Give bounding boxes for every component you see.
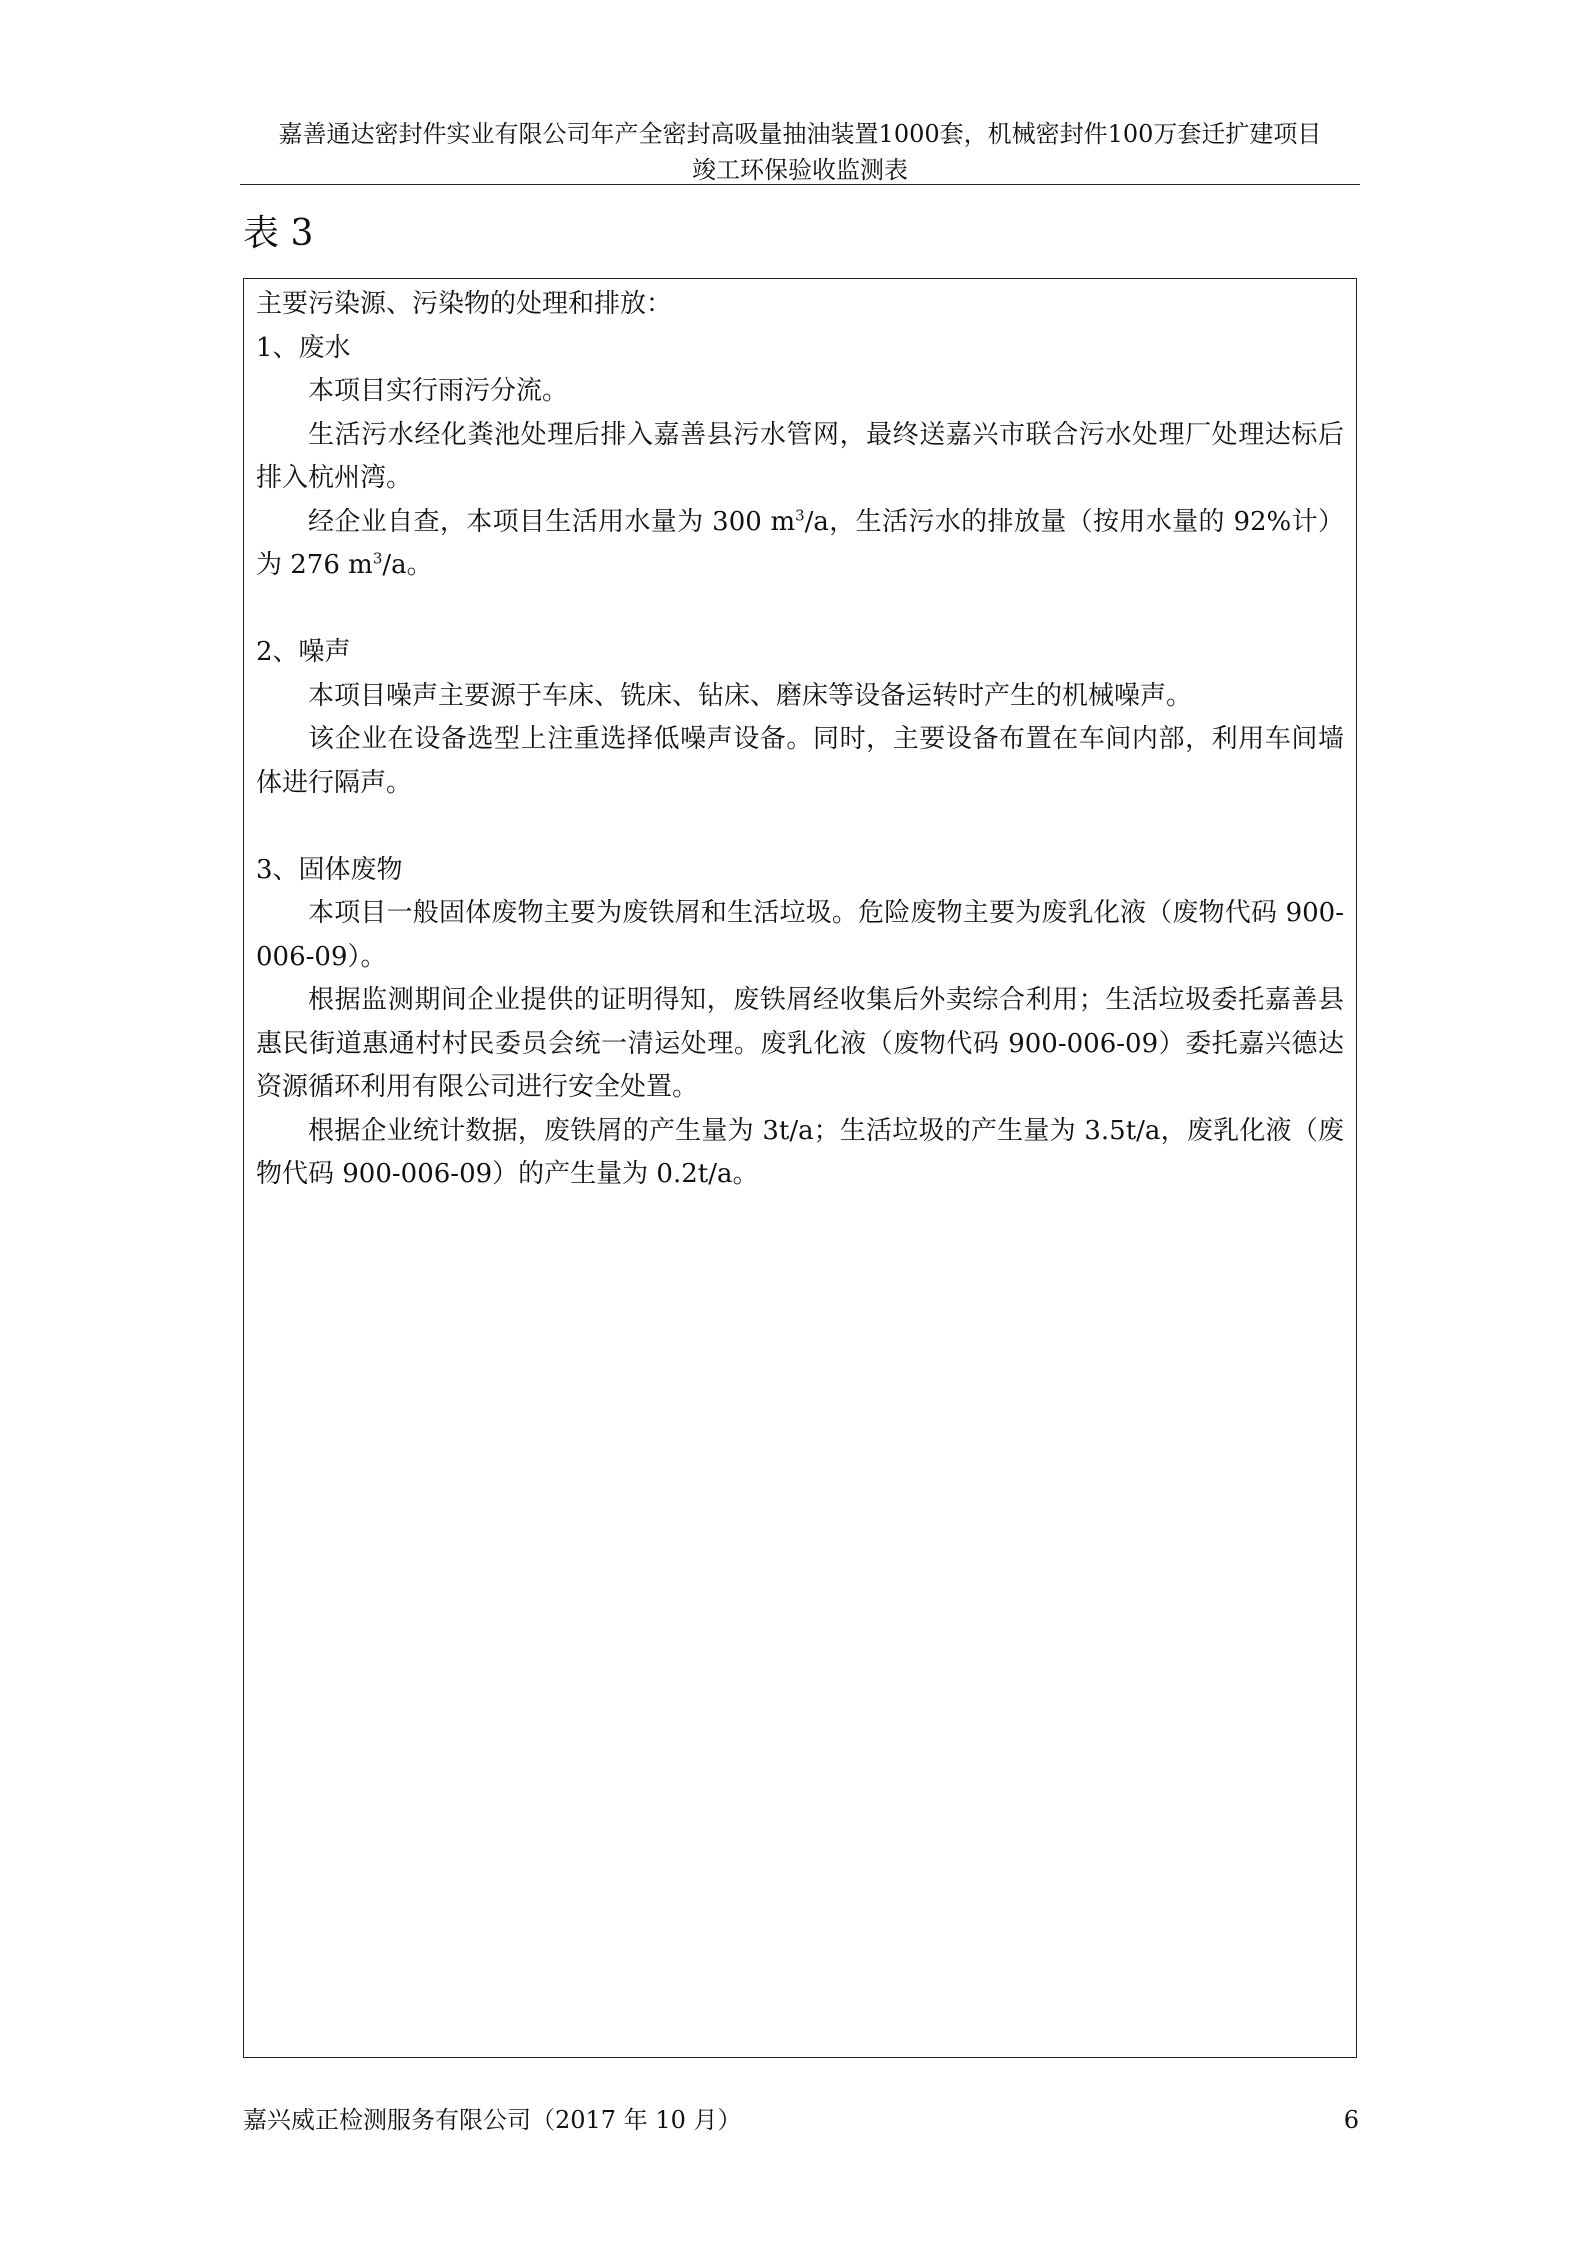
- wastewater-p3-part-a: 经企业自查，本项目生活用水量为 300 m: [308, 506, 796, 537]
- header-title-line2: 竣工环保验收监测表: [692, 156, 908, 184]
- section-heading-noise: 2、噪声: [256, 637, 351, 667]
- solid-waste-paragraph-1: 本项目一般固体废物主要为废铁屑和生活垃圾。危险废物主要为废乳化液（废物代码 900-006-09）。: [256, 898, 1344, 972]
- document-header: [240, 116, 1360, 188]
- section-heading-wastewater: 1、废水: [256, 332, 351, 363]
- table-label: 表 3: [243, 213, 314, 254]
- wastewater-paragraph-2: 生活污水经化粪池处理后排入嘉善县污水管网，最终送嘉兴市联合污水处理厂处理达标后排入杭州湾。: [256, 419, 1344, 493]
- wastewater-p3-part-c: /a。: [382, 550, 433, 580]
- spacer: [256, 805, 1344, 849]
- noise-paragraph-1: 本项目噪声主要源于车床、铣床、钻床、磨床等设备运转时产生的机械噪声。: [308, 680, 1193, 711]
- wastewater-p3-part-b: /a，生活污水的排放量（按用水量的 92%计）为 276 m: [256, 506, 1344, 580]
- wastewater-p3-sup-2: 3: [372, 549, 383, 568]
- intro-line: 主要污染源、污染物的处理和排放：: [256, 289, 673, 319]
- header-title-line1: 嘉善通达密封件实业有限公司年产全密封高吸量抽油装置1000套，机械密封件100万套迁扩建项目: [278, 120, 1322, 148]
- content-body: [256, 283, 1344, 1197]
- solid-waste-paragraph-3: 根据企业统计数据，废铁屑的产生量为 3t/a；生活垃圾的产生量为 3.5t/a，废乳化液（废物代码 900-006-09）的产生量为 0.2t/a。: [256, 1115, 1344, 1189]
- content-box: [243, 278, 1357, 2058]
- wastewater-p3-sup-1: 3: [795, 505, 805, 524]
- wastewater-paragraph-1: 本项目实行雨污分流。: [308, 376, 569, 406]
- header-rule: [240, 184, 1360, 185]
- page-number: 6: [1343, 2106, 1359, 2134]
- footer-company: 嘉兴威正检测服务有限公司（2017 年 10 月）: [243, 2106, 742, 2134]
- spacer: [256, 588, 1344, 632]
- wastewater-paragraph-3: [256, 501, 1344, 588]
- section-heading-solid-waste: 3、固体废物: [256, 854, 403, 885]
- solid-waste-paragraph-2: 根据监测期间企业提供的证明得知，废铁屑经收集后外卖综合利用；生活垃圾委托嘉善县惠民街道惠通村村民委员会统一清运处理。废乳化液（废物代码 900-006-09）委托嘉兴德达资源循环利用有限公司进行安全处置。: [256, 985, 1344, 1102]
- noise-paragraph-2: 该企业在设备选型上注重选择低噪声设备。同时，主要设备布置在车间内部，利用车间墙体进行隔声。: [256, 724, 1344, 798]
